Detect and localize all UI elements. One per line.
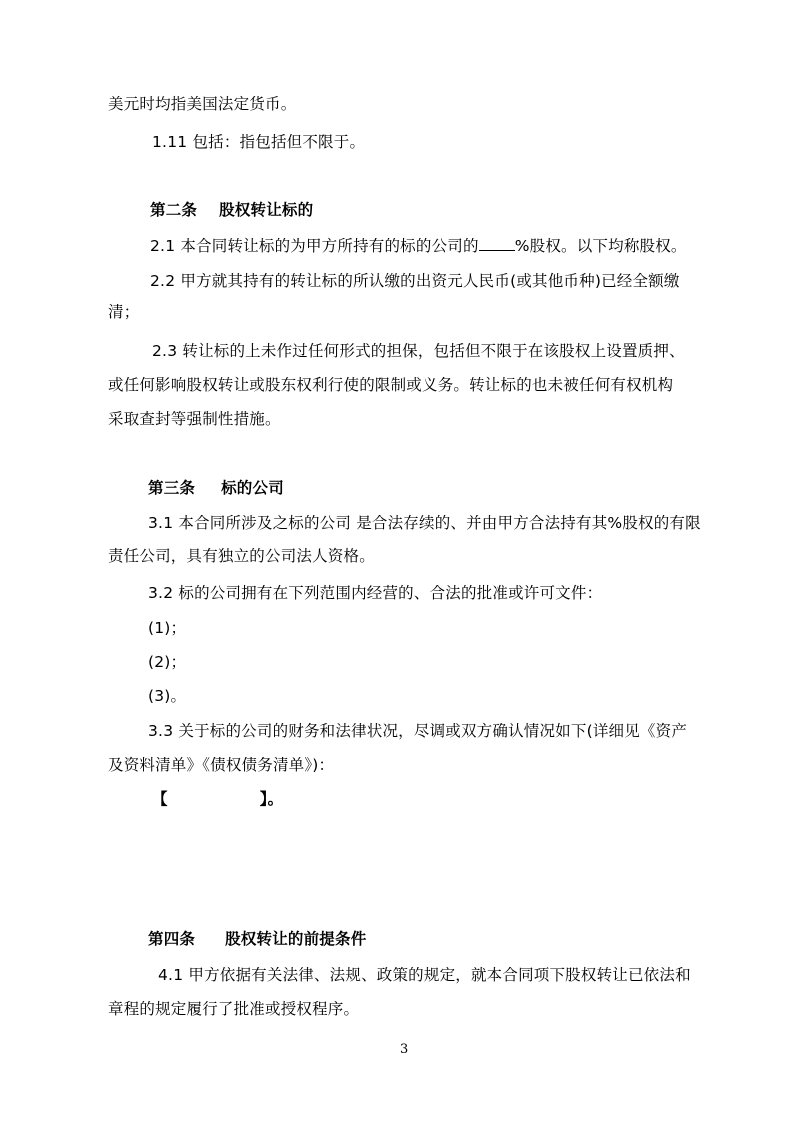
clause-3-3: 3.3 关于标的公司的财务和法律状况，尽调或双方确认情况如下(详细见《资产 — [148, 722, 688, 740]
bracket-close: 】。 — [259, 790, 284, 808]
paragraph-line: 美元时均指美国法定货币。 — [108, 95, 297, 113]
page-number: 3 — [400, 1042, 409, 1057]
paragraph-line: 采取查封等强制性措施。 — [108, 410, 281, 428]
clause-4-1: 4.1 甲方依据有关法律、法规、政策的规定，就本合同项下股权转让已依法和 — [158, 966, 691, 984]
paragraph-line: 章程的规定履行了批准或授权程序。 — [108, 1000, 360, 1018]
paragraph-line: 及资料清单》《债权债务清单》)： — [108, 756, 335, 774]
clause-text: 2.1 本合同转让标的为甲方所持有的标的公司的 — [150, 237, 479, 255]
clause-2-2: 2.2 甲方就其持有的转让标的所认缴的出资元人民币(或其他币种)已经全额缴 — [150, 272, 680, 290]
clause-1-11: 1.11 包括：指包括但不限于。 — [152, 133, 366, 151]
list-item: (2)； — [148, 653, 187, 671]
article-title: 股权转让标的 — [219, 201, 314, 219]
paragraph-line: 或任何影响股权转让或股东权利行使的限制或义务。转让标的也未被任何有权机构 — [108, 376, 674, 394]
clause-2-1 — [150, 236, 687, 256]
bracket-placeholder — [152, 789, 283, 809]
clause-3-1: 3.1 本合同所涉及之标的公司 是合法存续的、并由甲方合法持有其%股权的有限 — [148, 514, 701, 532]
paragraph-line: 清； — [108, 303, 140, 321]
clause-3-2: 3.2 标的公司拥有在下列范围内经营的、合法的批准或许可文件： — [148, 584, 603, 602]
article-label: 第四条 — [148, 930, 196, 948]
article-2-heading — [150, 200, 313, 220]
clause-text: %股权。以下均称股权。 — [514, 237, 687, 255]
clause-2-3: 2.3 转让标的上未作过任何形式的担保，包括但不限于在该股权上设置质押、 — [152, 342, 685, 360]
article-4-heading — [148, 929, 366, 949]
fill-in-blank — [479, 236, 515, 251]
article-title: 标的公司 — [221, 479, 284, 497]
paragraph-line: 责任公司，具有独立的公司法人资格。 — [108, 547, 375, 565]
list-item: (3)。 — [148, 687, 187, 705]
article-label: 第二条 — [150, 201, 198, 219]
article-label: 第三条 — [148, 479, 196, 497]
article-3-heading — [148, 478, 284, 498]
bracket-open: 【 — [152, 790, 168, 808]
list-item: (1)； — [148, 619, 187, 637]
article-title: 股权转让的前提条件 — [225, 930, 367, 948]
